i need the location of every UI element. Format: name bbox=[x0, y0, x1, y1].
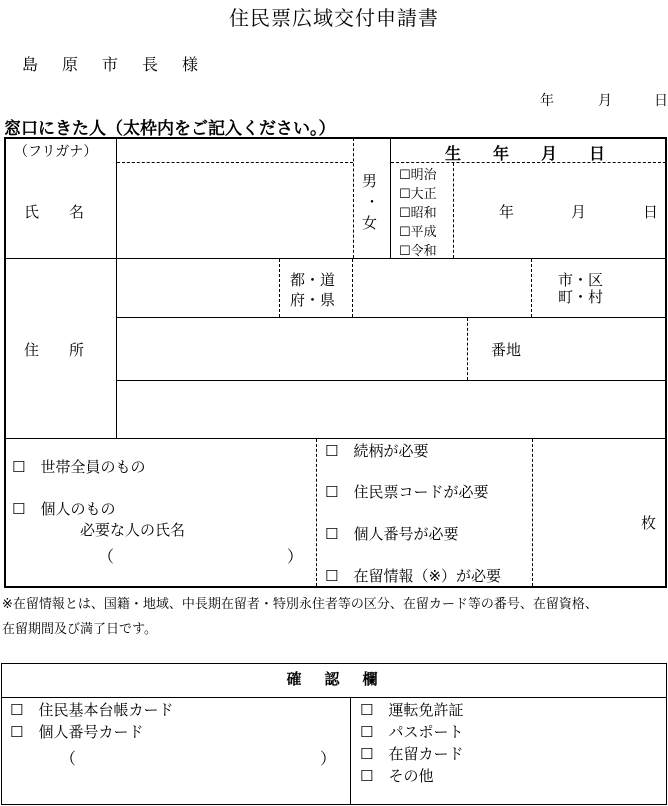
instruction: 窓口にきた人（太枠内をご記入ください。） bbox=[4, 119, 336, 139]
street-input[interactable] bbox=[118, 319, 466, 379]
copies-unit: 枚 bbox=[641, 514, 657, 532]
form-title: 住民票広域交付申請書 bbox=[229, 6, 439, 30]
address-extra-input[interactable] bbox=[118, 382, 665, 437]
prefecture-suffix-1: 都・道 bbox=[290, 271, 336, 289]
confirm-paren-close: ） bbox=[320, 749, 337, 768]
city-input[interactable] bbox=[354, 260, 530, 316]
name-input[interactable] bbox=[118, 164, 352, 256]
era-meiji[interactable]: ☐明治 bbox=[399, 168, 437, 183]
option-individual[interactable]: ☐ 個人のもの bbox=[12, 500, 116, 518]
era-taisho[interactable]: ☐大正 bbox=[399, 187, 437, 202]
city-suffix-1: 市・区 bbox=[558, 271, 604, 289]
confirmation-header: 確 認 欄 bbox=[286, 670, 382, 688]
birth-header: 生 年 月 日 bbox=[445, 144, 614, 163]
era-reiwa[interactable]: ☐令和 bbox=[399, 244, 437, 259]
prefecture-input[interactable] bbox=[118, 260, 278, 316]
option-my-number[interactable]: ☐ 個人番号が必要 bbox=[325, 525, 459, 543]
gender-dot: ・ bbox=[365, 195, 379, 211]
copies-input[interactable] bbox=[534, 441, 634, 584]
birth-day: 日 bbox=[643, 203, 659, 221]
option-resident-code[interactable]: ☐ 住民票コードが必要 bbox=[325, 483, 489, 501]
birth-year: 年 bbox=[499, 203, 515, 221]
option-all-household[interactable]: ☐ 世帯全員のもの bbox=[12, 458, 146, 476]
confirm-other[interactable]: ☐ その他 bbox=[360, 767, 434, 785]
furigana-label: （フリガナ） bbox=[14, 144, 98, 160]
needed-names-input[interactable] bbox=[118, 544, 284, 564]
date-day: 日 bbox=[654, 93, 668, 109]
confirm-drivers-license[interactable]: ☐ 運転免許証 bbox=[360, 701, 464, 719]
gender-male[interactable]: 男 bbox=[362, 172, 378, 190]
confirm-number-input[interactable] bbox=[80, 746, 316, 766]
confirm-paren-open: （ bbox=[60, 749, 77, 768]
era-showa[interactable]: ☐昭和 bbox=[399, 206, 437, 221]
needed-names-label: 必要な人の氏名 bbox=[80, 521, 186, 539]
name-label: 氏 名 bbox=[24, 203, 85, 221]
prefecture-suffix-2: 府・県 bbox=[290, 291, 336, 309]
paren-close: ） bbox=[287, 547, 304, 566]
footnote-line-1: ※在留情報とは、国籍・地域、中長期在留者・特別永住者等の区分、在留カード等の番号、在留資格、 bbox=[2, 597, 598, 612]
confirm-my-number-card[interactable]: ☐ 個人番号カード bbox=[10, 723, 144, 741]
footnote-line-2: 在留期間及び満了日です。 bbox=[2, 622, 157, 637]
furigana-input[interactable] bbox=[118, 139, 352, 161]
date-year: 年 bbox=[540, 93, 554, 109]
confirm-juki-card[interactable]: ☐ 住民基本台帳カード bbox=[10, 701, 174, 719]
addressee: 島 原 市 長 様 bbox=[22, 55, 203, 74]
option-relationship[interactable]: ☐ 続柄が必要 bbox=[325, 442, 429, 460]
city-suffix-2: 町・村 bbox=[558, 288, 604, 306]
gender-female[interactable]: 女 bbox=[362, 214, 378, 232]
address-label: 住 所 bbox=[24, 341, 85, 359]
confirm-residence-card[interactable]: ☐ 在留カード bbox=[360, 745, 464, 763]
date-month: 月 bbox=[598, 93, 612, 109]
birth-month: 月 bbox=[571, 203, 587, 221]
banchi-label: 番地 bbox=[491, 341, 522, 359]
paren-open: （ bbox=[98, 547, 115, 566]
era-heisei[interactable]: ☐平成 bbox=[399, 225, 437, 240]
confirm-passport[interactable]: ☐ パスポート bbox=[360, 723, 464, 741]
option-residence-info[interactable]: ☐ 在留情報（※）が必要 bbox=[325, 567, 502, 585]
